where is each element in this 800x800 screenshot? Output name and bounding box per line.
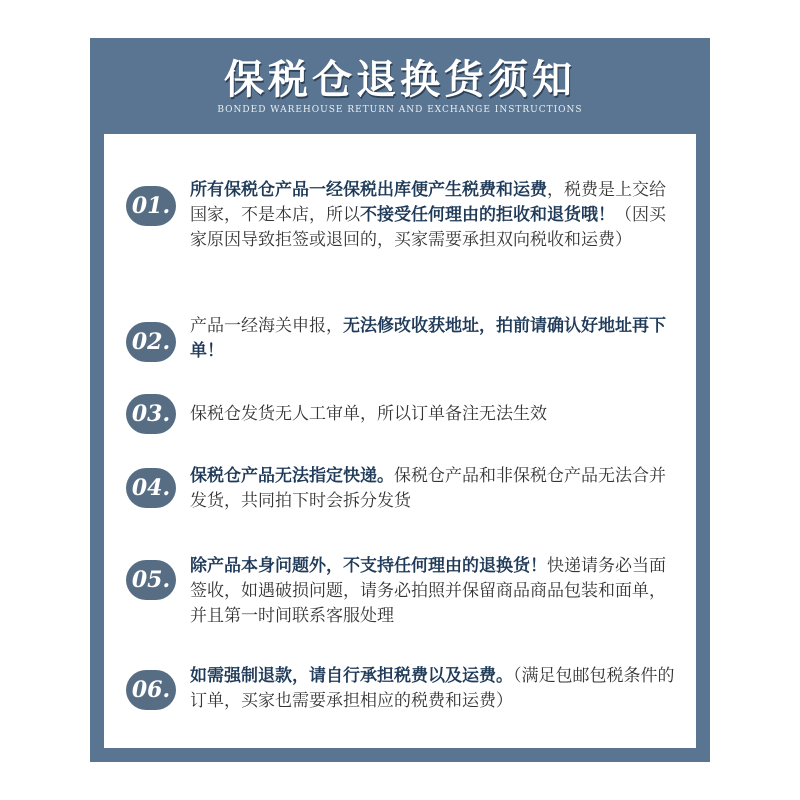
text-bold: 除产品本身问题外，不支持任何理由的退换货！ bbox=[190, 556, 547, 576]
page-title: 保税仓退换货须知 bbox=[224, 56, 576, 103]
text-bold: 所有保税仓产品一经保税出库便产生税费和运费 bbox=[190, 180, 547, 200]
notice-text bbox=[190, 554, 678, 629]
text-bold: 无法修改收获地址，拍前请确认好地址再下单！ bbox=[190, 316, 666, 361]
notice-panel bbox=[104, 134, 696, 748]
text-regular: （因买家原因导致拒签或退回的，买家需要承担双向税收和运费） bbox=[190, 205, 666, 250]
text-bold: 如需强制退款，请自行承担税费以及运费。 bbox=[190, 666, 513, 686]
text-regular: 保税仓发货无人工审单，所以订单备注无法生效 bbox=[190, 404, 547, 424]
page-subtitle: BONDED WAREHOUSE RETURN AND EXCHANGE INSTRUCTIONS bbox=[217, 105, 583, 115]
notice-text bbox=[190, 664, 678, 714]
text-regular: 产品一经海关申报， bbox=[190, 316, 343, 336]
number-badge: 04. bbox=[126, 468, 176, 508]
number-badge: 02. bbox=[126, 322, 176, 362]
notice-text bbox=[190, 178, 678, 253]
text-regular: 快递请务必当面签收，如遇破损问题，请务必拍照并保留商品商品包装和面单，并且第一时间联系客服处理 bbox=[190, 556, 666, 626]
text-regular: ，税费是上交给国家，不是本店，所以 bbox=[190, 180, 666, 225]
text-bold: 保税仓产品无法指定快递。 bbox=[190, 466, 394, 486]
notice-frame bbox=[90, 38, 710, 762]
notice-text bbox=[190, 402, 678, 427]
text-regular: 保税仓产品和非保税仓产品无法合并发货，共同拍下时会拆分发货 bbox=[190, 466, 666, 511]
number-badge: 03. bbox=[126, 394, 176, 434]
notice-text bbox=[190, 464, 678, 514]
number-badge: 01. bbox=[126, 186, 176, 226]
number-badge: 06. bbox=[126, 670, 176, 710]
text-regular: （满足包邮包税条件的订单，买家也需要承担相应的税费和运费） bbox=[190, 666, 675, 711]
text-bold: 不接受任何理由的拒收和退货哦！ bbox=[360, 205, 615, 225]
number-badge: 05. bbox=[126, 560, 176, 600]
notice-text bbox=[190, 314, 678, 364]
